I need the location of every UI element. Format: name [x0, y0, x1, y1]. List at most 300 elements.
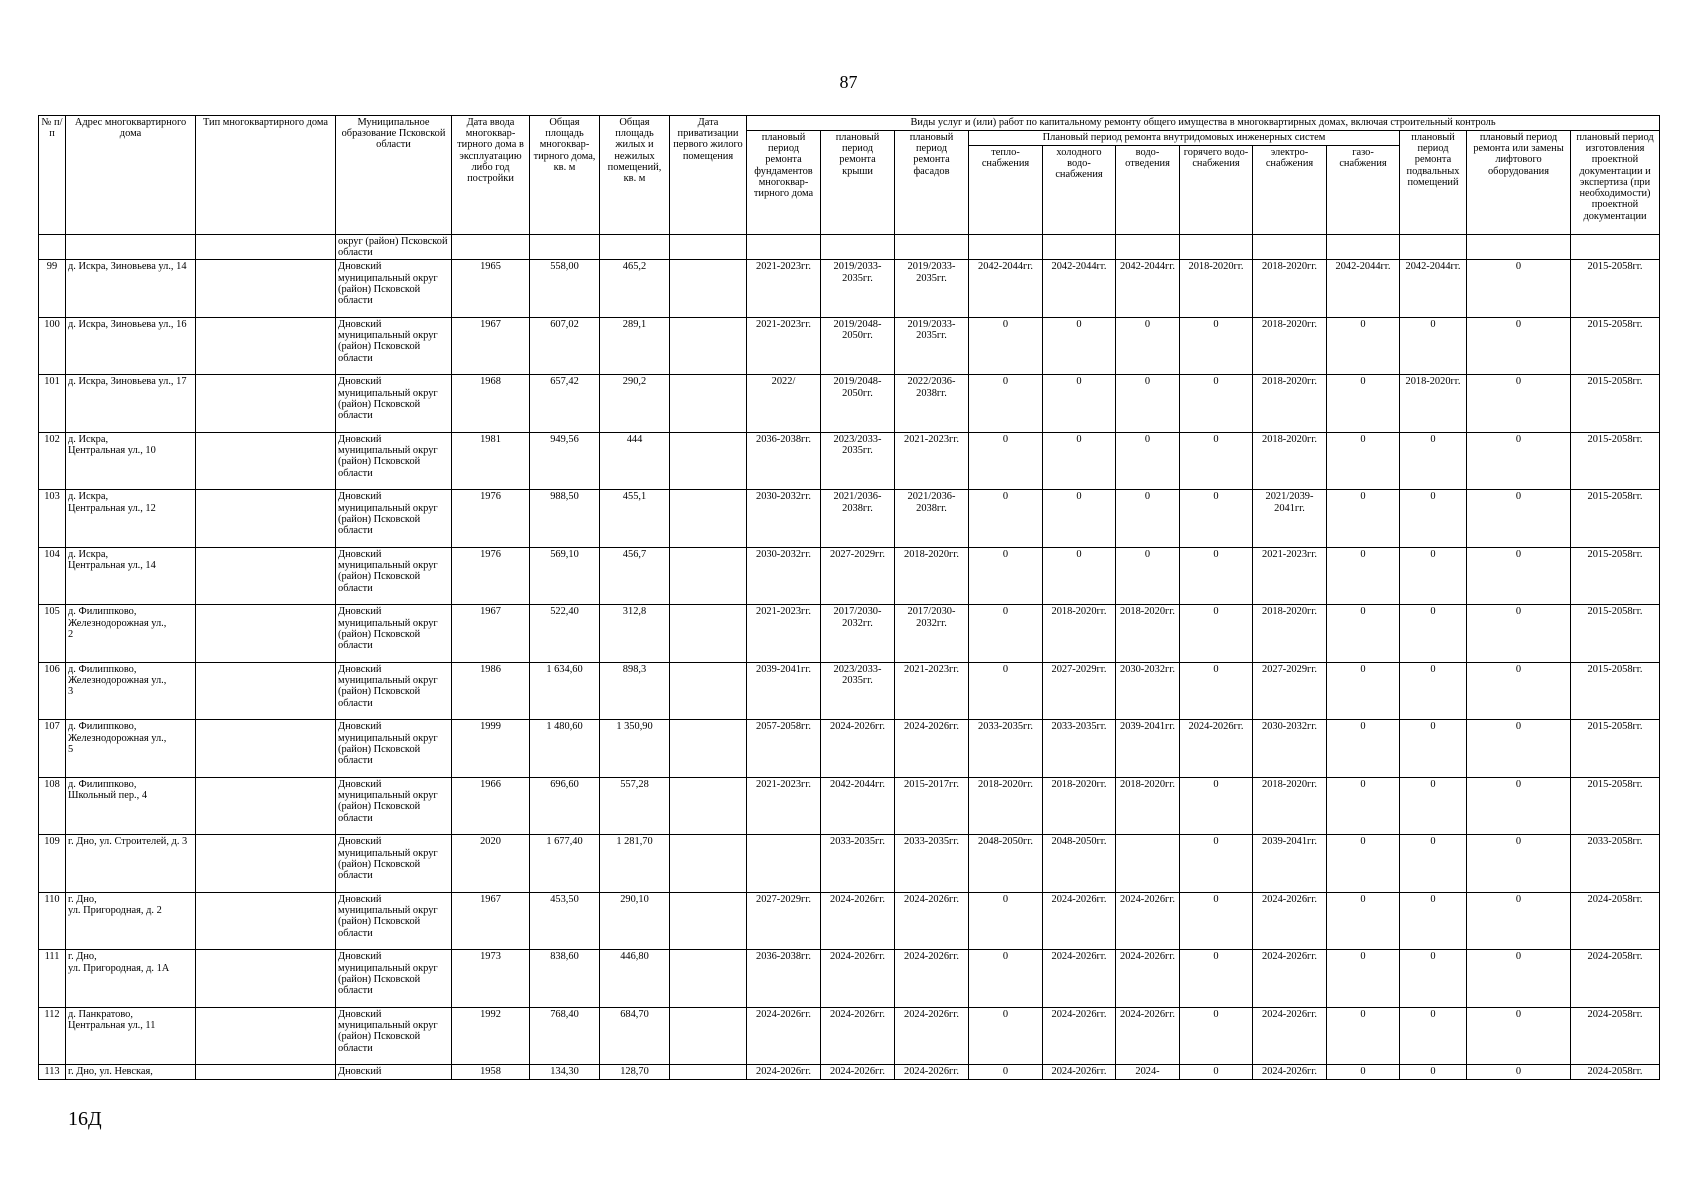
cell-facade-period: 2024-2026гг. [895, 950, 969, 1008]
cell-commission-year: 1967 [452, 317, 530, 375]
cell-privatization-date [670, 375, 747, 433]
cell-municipality: Дновский муниципальный округ (район) Псковской области [336, 892, 452, 950]
cell-municipality: Дновский муниципальный округ (район) Псковской области [336, 835, 452, 893]
cell-row-number: 100 [39, 317, 66, 375]
cell-commission-year: 2020 [452, 835, 530, 893]
cell-design-docs-period: 2015-2058гг. [1571, 375, 1660, 433]
cell-living-area: 898,3 [600, 662, 670, 720]
cell-total-area: 569,10 [530, 547, 600, 605]
cell-facade-period: 2022/2036-2038гг. [895, 375, 969, 433]
cell-house-type [196, 1007, 336, 1065]
col-cold-water: холодного водо-снабжения [1043, 146, 1116, 235]
cell-hot-water-period: 2018-2020гг. [1180, 260, 1253, 318]
cell-gas-period: 0 [1327, 375, 1400, 433]
cell-heating-period: 0 [969, 1007, 1043, 1065]
cell-address: г. Дно, ул. Пригородная, д. 2 [66, 892, 196, 950]
col-design-docs: плановый период изготовления проектной документации и экспертиза (при необходимости) проектной документации [1571, 131, 1660, 235]
cell-heating-period: 0 [969, 1065, 1043, 1080]
cell-roof-period: 2024-2026гг. [821, 1007, 895, 1065]
cell-living-area: 289,1 [600, 317, 670, 375]
cell-elevator-period: 0 [1467, 892, 1571, 950]
cell-address: д. Панкратово, Центральная ул., 11 [66, 1007, 196, 1065]
cell-facade-period: 2021-2023гг. [895, 432, 969, 490]
cell-facade-period: 2019/2033-2035гг. [895, 317, 969, 375]
cell-living-area: 456,7 [600, 547, 670, 605]
cell-row-number: 108 [39, 777, 66, 835]
col-num: № п/п [39, 116, 66, 235]
cell-house-type [196, 892, 336, 950]
table-row [39, 777, 1660, 835]
cell-electricity-period: 2018-2020гг. [1253, 605, 1327, 663]
cell-basement-period: 0 [1400, 547, 1467, 605]
cell-elevator-period: 0 [1467, 317, 1571, 375]
cell-design-docs-period: 2024-2058гг. [1571, 1065, 1660, 1080]
cell-cold-water-period: 0 [1043, 375, 1116, 433]
cell-facade-period: 2018-2020гг. [895, 547, 969, 605]
cell-sewerage-period: 2039-2041гг. [1116, 720, 1180, 778]
cell-elevator-period: 0 [1467, 720, 1571, 778]
cell-basement-period: 2042-2044гг. [1400, 260, 1467, 318]
cell-facade-period: 2019/2033-2035гг. [895, 260, 969, 318]
cell-hot-water-period: 2024-2026гг. [1180, 720, 1253, 778]
cell-gas-period: 0 [1327, 1007, 1400, 1065]
table-row [39, 375, 1660, 433]
cell-house-type [196, 662, 336, 720]
cell-gas-period: 2042-2044гг. [1327, 260, 1400, 318]
cell-foundation-period: 2027-2029гг. [747, 892, 821, 950]
cell-row-number: 105 [39, 605, 66, 663]
cell-hot-water-period: 0 [1180, 375, 1253, 433]
cell-electricity-period: 2018-2020гг. [1253, 777, 1327, 835]
cell-commission-year: 1967 [452, 892, 530, 950]
cell-commission-year: 1999 [452, 720, 530, 778]
cell-commission-year: 1965 [452, 260, 530, 318]
cell-sewerage-period [1116, 835, 1180, 893]
cell-house-type [196, 777, 336, 835]
cell-total-area: 949,56 [530, 432, 600, 490]
table-row [39, 317, 1660, 375]
cell-basement-period: 0 [1400, 777, 1467, 835]
cell-municipality: Дновский муниципальный округ (район) Псковской области [336, 720, 452, 778]
cell-privatization-date [670, 260, 747, 318]
cell-row-number: 101 [39, 375, 66, 433]
cell-hot-water-period: 0 [1180, 490, 1253, 548]
cell-basement-period: 0 [1400, 662, 1467, 720]
cell-total-area: 988,50 [530, 490, 600, 548]
cell-total-area: 696,60 [530, 777, 600, 835]
cell-cold-water-period: 2018-2020гг. [1043, 777, 1116, 835]
cell-electricity-period: 2030-2032гг. [1253, 720, 1327, 778]
cell-foundation-period: 2024-2026гг. [747, 1065, 821, 1080]
cell-cold-water-period: 2042-2044гг. [1043, 260, 1116, 318]
cell-living-area: 1 281,70 [600, 835, 670, 893]
cell-privatization-date [670, 777, 747, 835]
col-hot-water: горячего водо-снабжения [1180, 146, 1253, 235]
table-row [39, 260, 1660, 318]
cell-address: д. Искра, Зиновьева ул., 17 [66, 375, 196, 433]
cell-electricity-period: 2024-2026гг. [1253, 1065, 1327, 1080]
cell-heating-period: 0 [969, 662, 1043, 720]
col-type: Тип многоквартирного дома [196, 116, 336, 235]
cell-living-area: 446,80 [600, 950, 670, 1008]
cell-electricity-period: 2021-2023гг. [1253, 547, 1327, 605]
cell-elevator-period: 0 [1467, 835, 1571, 893]
cell-elevator-period: 0 [1467, 950, 1571, 1008]
cell-electricity-period: 2024-2026гг. [1253, 950, 1327, 1008]
cell-hot-water-period: 0 [1180, 950, 1253, 1008]
col-total-area: Общая площадь многоквар-тирного дома, кв. м [530, 116, 600, 235]
cell-commission-year: 1976 [452, 490, 530, 548]
cell-house-type [196, 1065, 336, 1080]
cell-municipality: Дновский муниципальный округ (район) Псковской области [336, 1007, 452, 1065]
cell-roof-period: 2024-2026гг. [821, 1065, 895, 1080]
cell-row-number: 113 [39, 1065, 66, 1080]
cell-total-area: 607,02 [530, 317, 600, 375]
cell-sewerage-period: 0 [1116, 547, 1180, 605]
cell-roof-period: 2023/2033-2035гг. [821, 432, 895, 490]
table-row [39, 490, 1660, 548]
cell-foundation-period: 2030-2032гг. [747, 490, 821, 548]
cell-heating-period: 2033-2035гг. [969, 720, 1043, 778]
footer-code: 16Д [68, 1108, 102, 1130]
col-engineering-title: Плановый период ремонта внутридомовых инженерных систем [969, 131, 1400, 146]
col-privatization-date: Дата приватизации первого жилого помещения [670, 116, 747, 235]
cell-design-docs-period: 2024-2058гг. [1571, 1007, 1660, 1065]
cell-electricity-period: 2018-2020гг. [1253, 375, 1327, 433]
cell-address: г. Дно, ул. Невская, [66, 1065, 196, 1080]
cell-hot-water-period: 0 [1180, 1007, 1253, 1065]
cell-municipality: Дновский муниципальный округ (район) Псковской области [336, 547, 452, 605]
cell-privatization-date [670, 317, 747, 375]
cell-address: д. Филиппково, Железнодорожная ул., 2 [66, 605, 196, 663]
cell-commission-year: 1968 [452, 375, 530, 433]
cell-row-number: 102 [39, 432, 66, 490]
cell-municipality: Дновский муниципальный округ (район) Псковской области [336, 260, 452, 318]
cell-foundation-period: 2030-2032гг. [747, 547, 821, 605]
cell-facade-period: 2024-2026гг. [895, 720, 969, 778]
table-row [39, 720, 1660, 778]
cell-roof-period: 2027-2029гг. [821, 547, 895, 605]
col-works-title: Виды услуг и (или) работ по капитальному ремонту общего имущества в многоквартирных домах, включая строительный контроль [747, 116, 1660, 131]
cell-row-number: 106 [39, 662, 66, 720]
cell-address: г. Дно, ул. Пригородная, д. 1А [66, 950, 196, 1008]
cell-gas-period: 0 [1327, 835, 1400, 893]
cell-sewerage-period: 2024- [1116, 1065, 1180, 1080]
cell-gas-period: 0 [1327, 662, 1400, 720]
col-gas: газо-снабжения [1327, 146, 1400, 235]
cell-gas-period: 0 [1327, 1065, 1400, 1080]
cell-electricity-period: 2018-2020гг. [1253, 432, 1327, 490]
col-commission-date: Дата ввода многоквар-тирного дома в эксплуатацию либо год постройки [452, 116, 530, 235]
cell-total-area: 558,00 [530, 260, 600, 318]
cell-electricity-period: 2039-2041гг. [1253, 835, 1327, 893]
cell-elevator-period: 0 [1467, 777, 1571, 835]
cell-heating-period: 2042-2044гг. [969, 260, 1043, 318]
cell-electricity-period: 2024-2026гг. [1253, 1007, 1327, 1065]
cell-basement-period: 0 [1400, 1007, 1467, 1065]
cell-total-area: 768,40 [530, 1007, 600, 1065]
cell-address: д. Искра, Центральная ул., 14 [66, 547, 196, 605]
cell-basement-period: 0 [1400, 950, 1467, 1008]
cell-living-area: 312,8 [600, 605, 670, 663]
cell-design-docs-period: 2015-2058гг. [1571, 662, 1660, 720]
cell-elevator-period: 0 [1467, 547, 1571, 605]
cell-basement-period: 0 [1400, 432, 1467, 490]
cell-hot-water-period: 0 [1180, 547, 1253, 605]
table-row [39, 950, 1660, 1008]
cell-design-docs-period: 2015-2058гг. [1571, 720, 1660, 778]
cell-house-type [196, 375, 336, 433]
cell-living-area: 465,2 [600, 260, 670, 318]
cell-living-area: 684,70 [600, 1007, 670, 1065]
cell-foundation-period: 2021-2023гг. [747, 605, 821, 663]
cell-roof-period: 2033-2035гг. [821, 835, 895, 893]
cell-address: д. Филиппково, Железнодорожная ул., 3 [66, 662, 196, 720]
cell-foundation-period: 2039-2041гг. [747, 662, 821, 720]
cell-design-docs-period: 2015-2058гг. [1571, 547, 1660, 605]
cell-hot-water-period: 0 [1180, 777, 1253, 835]
cell-heating-period: 0 [969, 950, 1043, 1008]
cell-municipality: Дновский муниципальный округ (район) Псковской области [336, 662, 452, 720]
cell-sewerage-period: 2018-2020гг. [1116, 777, 1180, 835]
cell-roof-period: 2019/2033-2035гг. [821, 260, 895, 318]
cell-heating-period: 0 [969, 605, 1043, 663]
cell-cold-water-period: 2024-2026гг. [1043, 892, 1116, 950]
cell-commission-year: 1992 [452, 1007, 530, 1065]
col-living-area: Общая площадь жилых и нежилых помещений, кв. м [600, 116, 670, 235]
cell-total-area: 453,50 [530, 892, 600, 950]
cell-heating-period: 2018-2020гг. [969, 777, 1043, 835]
cell-basement-period: 0 [1400, 892, 1467, 950]
cell-commission-year: 1966 [452, 777, 530, 835]
cell-roof-period: 2024-2026гг. [821, 950, 895, 1008]
cell-foundation-period: 2024-2026гг. [747, 1007, 821, 1065]
cell-elevator-period: 0 [1467, 662, 1571, 720]
cell-facade-period: 2024-2026гг. [895, 1007, 969, 1065]
cell-facade-period: 2021/2036-2038гг. [895, 490, 969, 548]
col-electricity: электро-снабжения [1253, 146, 1327, 235]
cell-sewerage-period: 2018-2020гг. [1116, 605, 1180, 663]
cell-gas-period: 0 [1327, 432, 1400, 490]
cell-commission-year: 1958 [452, 1065, 530, 1080]
cell-facade-period: 2033-2035гг. [895, 835, 969, 893]
cell-elevator-period: 0 [1467, 1007, 1571, 1065]
cell-gas-period: 0 [1327, 892, 1400, 950]
col-foundation: плановый период ремонта фундаментов многоквар-тирного дома [747, 131, 821, 235]
cell-total-area: 1 677,40 [530, 835, 600, 893]
cell-municipality: Дновский [336, 1065, 452, 1080]
cell-row-number: 107 [39, 720, 66, 778]
cell-house-type [196, 547, 336, 605]
cell-sewerage-period: 0 [1116, 432, 1180, 490]
cell-living-area: 557,28 [600, 777, 670, 835]
table-row [39, 547, 1660, 605]
cell-privatization-date [670, 1007, 747, 1065]
cell-total-area: 1 480,60 [530, 720, 600, 778]
cell-living-area: 444 [600, 432, 670, 490]
cell-privatization-date [670, 835, 747, 893]
cell-foundation-period: 2021-2023гг. [747, 777, 821, 835]
cell-foundation-period: 2036-2038гг. [747, 432, 821, 490]
cell-municipality: Дновский муниципальный округ (район) Псковской области [336, 950, 452, 1008]
cell-row-number: 104 [39, 547, 66, 605]
cell-privatization-date [670, 547, 747, 605]
cell-cold-water-period: 2048-2050гг. [1043, 835, 1116, 893]
cell-cold-water-period: 2018-2020гг. [1043, 605, 1116, 663]
cell-elevator-period: 0 [1467, 490, 1571, 548]
cell-municipality: Дновский муниципальный округ (район) Псковской области [336, 432, 452, 490]
cell-commission-year: 1967 [452, 605, 530, 663]
cell-elevator-period: 0 [1467, 605, 1571, 663]
cell-address: г. Дно, ул. Строителей, д. 3 [66, 835, 196, 893]
cell-row-number: 99 [39, 260, 66, 318]
table-row [39, 892, 1660, 950]
cell-sewerage-period: 0 [1116, 317, 1180, 375]
cell-address: д. Искра, Зиновьева ул., 14 [66, 260, 196, 318]
cell-design-docs-period: 2015-2058гг. [1571, 490, 1660, 548]
cell-municipality: Дновский муниципальный округ (район) Псковской области [336, 317, 452, 375]
cell-foundation-period: 2021-2023гг. [747, 260, 821, 318]
cell-roof-period: 2019/2048-2050гг. [821, 317, 895, 375]
cell-foundation-period: 2057-2058гг. [747, 720, 821, 778]
cell-foundation-period [747, 835, 821, 893]
cell-design-docs-period: 2033-2058гг. [1571, 835, 1660, 893]
cell-house-type [196, 317, 336, 375]
cell-facade-period: 2021-2023гг. [895, 662, 969, 720]
cell-cold-water-period: 0 [1043, 432, 1116, 490]
cell-address: д. Искра, Зиновьева ул., 16 [66, 317, 196, 375]
continuation-municipality: округ (район) Псковской области [336, 235, 452, 260]
cell-row-number: 103 [39, 490, 66, 548]
table-row [39, 1007, 1660, 1065]
table-row [39, 835, 1660, 893]
cell-living-area: 128,70 [600, 1065, 670, 1080]
continuation-row [39, 235, 1660, 260]
cell-design-docs-period: 2015-2058гг. [1571, 317, 1660, 375]
cell-foundation-period: 2022/ [747, 375, 821, 433]
cell-sewerage-period: 2042-2044гг. [1116, 260, 1180, 318]
cell-house-type [196, 720, 336, 778]
col-basement: плановый период ремонта подвальных помещений [1400, 131, 1467, 235]
cell-facade-period: 2015-2017гг. [895, 777, 969, 835]
cell-hot-water-period: 0 [1180, 317, 1253, 375]
cell-hot-water-period: 0 [1180, 835, 1253, 893]
cell-total-area: 657,42 [530, 375, 600, 433]
cell-hot-water-period: 0 [1180, 605, 1253, 663]
cell-foundation-period: 2036-2038гг. [747, 950, 821, 1008]
cell-foundation-period: 2021-2023гг. [747, 317, 821, 375]
cell-privatization-date [670, 662, 747, 720]
cell-design-docs-period: 2024-2058гг. [1571, 950, 1660, 1008]
cell-sewerage-period: 2024-2026гг. [1116, 1007, 1180, 1065]
cell-hot-water-period: 0 [1180, 1065, 1253, 1080]
cell-living-area: 290,2 [600, 375, 670, 433]
cell-basement-period: 0 [1400, 835, 1467, 893]
cell-privatization-date [670, 950, 747, 1008]
cell-gas-period: 0 [1327, 720, 1400, 778]
col-roof: плановый период ремонта крыши [821, 131, 895, 235]
cell-house-type [196, 950, 336, 1008]
cell-municipality: Дновский муниципальный округ (район) Псковской области [336, 375, 452, 433]
cell-heating-period: 0 [969, 375, 1043, 433]
cell-elevator-period: 0 [1467, 375, 1571, 433]
cell-privatization-date [670, 892, 747, 950]
table-row [39, 1065, 1660, 1080]
cell-hot-water-period: 0 [1180, 432, 1253, 490]
cell-design-docs-period: 2024-2058гг. [1571, 892, 1660, 950]
cell-privatization-date [670, 1065, 747, 1080]
cell-roof-period: 2019/2048-2050гг. [821, 375, 895, 433]
cell-sewerage-period: 0 [1116, 490, 1180, 548]
cell-cold-water-period: 0 [1043, 317, 1116, 375]
cell-total-area: 134,30 [530, 1065, 600, 1080]
cell-elevator-period: 0 [1467, 260, 1571, 318]
cell-address: д. Искра, Центральная ул., 12 [66, 490, 196, 548]
cell-roof-period: 2017/2030-2032гг. [821, 605, 895, 663]
cell-row-number: 111 [39, 950, 66, 1008]
cell-living-area: 1 350,90 [600, 720, 670, 778]
cell-commission-year: 1981 [452, 432, 530, 490]
cell-hot-water-period: 0 [1180, 662, 1253, 720]
cell-design-docs-period: 2015-2058гг. [1571, 605, 1660, 663]
cell-sewerage-period: 2024-2026гг. [1116, 950, 1180, 1008]
cell-sewerage-period: 0 [1116, 375, 1180, 433]
col-heating: тепло-снабжения [969, 146, 1043, 235]
cell-privatization-date [670, 720, 747, 778]
cell-cold-water-period: 2024-2026гг. [1043, 1065, 1116, 1080]
cell-address: д. Филиппково, Школьный пер., 4 [66, 777, 196, 835]
cell-commission-year: 1973 [452, 950, 530, 1008]
cell-cold-water-period: 2024-2026гг. [1043, 1007, 1116, 1065]
cell-basement-period: 0 [1400, 317, 1467, 375]
cell-total-area: 838,60 [530, 950, 600, 1008]
cell-facade-period: 2024-2026гг. [895, 892, 969, 950]
cell-sewerage-period: 2030-2032гг. [1116, 662, 1180, 720]
cell-municipality: Дновский муниципальный округ (район) Псковской области [336, 777, 452, 835]
cell-sewerage-period: 2024-2026гг. [1116, 892, 1180, 950]
cell-facade-period: 2017/2030-2032гг. [895, 605, 969, 663]
cell-house-type [196, 260, 336, 318]
cell-gas-period: 0 [1327, 950, 1400, 1008]
cell-commission-year: 1976 [452, 547, 530, 605]
col-municipality: Муниципальное образование Псковской области [336, 116, 452, 235]
cell-privatization-date [670, 605, 747, 663]
table-row [39, 432, 1660, 490]
cell-living-area: 455,1 [600, 490, 670, 548]
cell-gas-period: 0 [1327, 547, 1400, 605]
cell-roof-period: 2021/2036-2038гг. [821, 490, 895, 548]
cell-design-docs-period: 2015-2058гг. [1571, 260, 1660, 318]
col-address: Адрес многоквартирного дома [66, 116, 196, 235]
cell-gas-period: 0 [1327, 605, 1400, 663]
cell-basement-period: 0 [1400, 1065, 1467, 1080]
cell-house-type [196, 835, 336, 893]
cell-heating-period: 0 [969, 432, 1043, 490]
col-elevator: плановый период ремонта или замены лифтового оборудования [1467, 131, 1571, 235]
cell-roof-period: 2023/2033-2035гг. [821, 662, 895, 720]
cell-facade-period: 2024-2026гг. [895, 1065, 969, 1080]
cell-basement-period: 0 [1400, 605, 1467, 663]
cell-living-area: 290,10 [600, 892, 670, 950]
cell-roof-period: 2024-2026гг. [821, 720, 895, 778]
cell-gas-period: 0 [1327, 777, 1400, 835]
cell-gas-period: 0 [1327, 317, 1400, 375]
cell-municipality: Дновский муниципальный округ (район) Псковской области [336, 605, 452, 663]
capital-repair-table [38, 115, 1660, 1080]
cell-cold-water-period: 2024-2026гг. [1043, 950, 1116, 1008]
cell-roof-period: 2024-2026гг. [821, 892, 895, 950]
cell-municipality: Дновский муниципальный округ (район) Псковской области [336, 490, 452, 548]
